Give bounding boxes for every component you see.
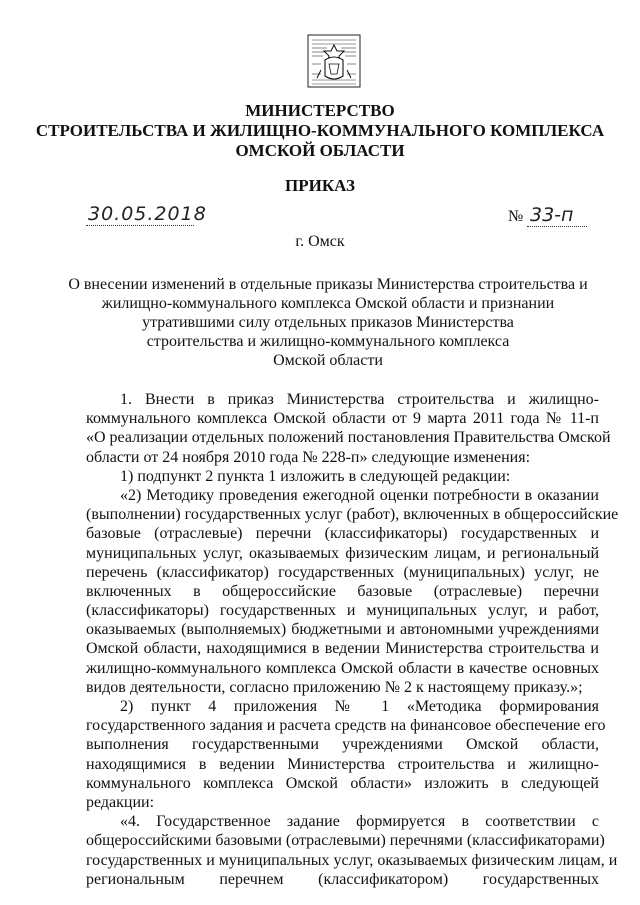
body-line: перечень (классификатор) государственных (муниципальных) услуг, не [86, 563, 599, 581]
body-line: муниципальных услуг, оказываемых физическим лицам, и региональный [86, 544, 599, 562]
date-underline [86, 225, 194, 226]
body-line: 2) пункт 4 приложения № 1 «Методика формирования [120, 698, 599, 715]
body-line: включенных в общероссийские базовые (отраслевые) перечни [86, 582, 599, 600]
number-underline [527, 226, 587, 227]
body-line: области от 24 ноября 2010 года № 228-п» следующие изменения: [86, 448, 531, 466]
ministry-title-line-1: МИНИСТЕРСТВО [245, 101, 395, 120]
body-line: региональным перечнем (классификатором) государственных [86, 870, 599, 888]
body-line: Омской области, находящимися в ведении Министерства строительства и [86, 640, 599, 658]
city: г. Омск [295, 233, 345, 250]
subject-line: строительства и жилищно-коммунального комплекса [146, 333, 510, 350]
body-line: базовые (отраслевые) перечни (классификаторы) государственных и [86, 525, 599, 543]
body-line: 1. Внести в приказ Министерства строительства и жилищно- [120, 391, 599, 408]
subject-line: О внесении изменений в отдельные приказы Министерства строительства и [68, 276, 588, 293]
body-line: выполнения государственными учреждениями Омской области, [86, 736, 599, 754]
coat-of-arms-emblem [307, 34, 361, 88]
order-body [86, 390, 619, 889]
body-line: оказываемых (выполняемых) бюджетными и автономными учреждениями [86, 621, 599, 639]
body-line: коммунального комплекса Омской области» изложить в следующей [86, 774, 599, 792]
subject-line: утратившими силу отдельных приказов Министерства [142, 314, 514, 331]
body-line: «О реализации отдельных положений постановления Правительства Омской [86, 429, 611, 447]
body-line: «4. Государственное задание формируется в соответствии с [120, 813, 599, 831]
order-subject [60, 275, 596, 370]
ministry-title-line-3: ОМСКОЙ ОБЛАСТИ [235, 141, 405, 160]
document-date: 30.05.2018 [88, 203, 207, 225]
body-line: находящимися в ведении Министерства строительства и жилищно- [86, 755, 599, 773]
number-label: № [508, 208, 524, 225]
body-line: 1) подпункт 2 пункта 1 изложить в следующей редакции: [120, 467, 511, 485]
document-number: 33-п [530, 204, 574, 226]
body-line: (выполнении) государственных услуг (работ), включенных в общероссийские [86, 506, 619, 524]
document-type: ПРИКАЗ [285, 176, 355, 195]
subject-line: Омской области [273, 352, 383, 369]
body-line: редакции: [86, 793, 155, 811]
subject-line: жилищно-коммунального комплекса Омской области и признании [101, 295, 555, 312]
body-line: «2) Методику проведения ежегодной оценки потребности в оказании [120, 486, 599, 504]
body-line: (классификаторы) государственных и муниципальных услуг, и работ, [86, 602, 599, 620]
body-line: видов деятельности, согласно приложению № 2 к настоящему приказу.»; [86, 678, 583, 696]
body-line: коммунального комплекса Омской области от 9 марта 2011 года № 11-п [86, 410, 599, 428]
body-line: жилищно-коммунального комплекса Омской области в качестве основных [86, 659, 599, 677]
ministry-title-line-2: СТРОИТЕЛЬСТВА И ЖИЛИЩНО-КОММУНАЛЬНОГО КОМПЛЕКСА [35, 121, 605, 140]
body-line: общероссийскими базовыми (отраслевыми) перечнями (классификаторами) [86, 832, 605, 850]
body-line: государственных и муниципальных услуг, оказываемых физическим лицам, и [86, 851, 618, 869]
body-line: государственного задания и расчета средств на финансовое обеспечение его [86, 717, 606, 735]
